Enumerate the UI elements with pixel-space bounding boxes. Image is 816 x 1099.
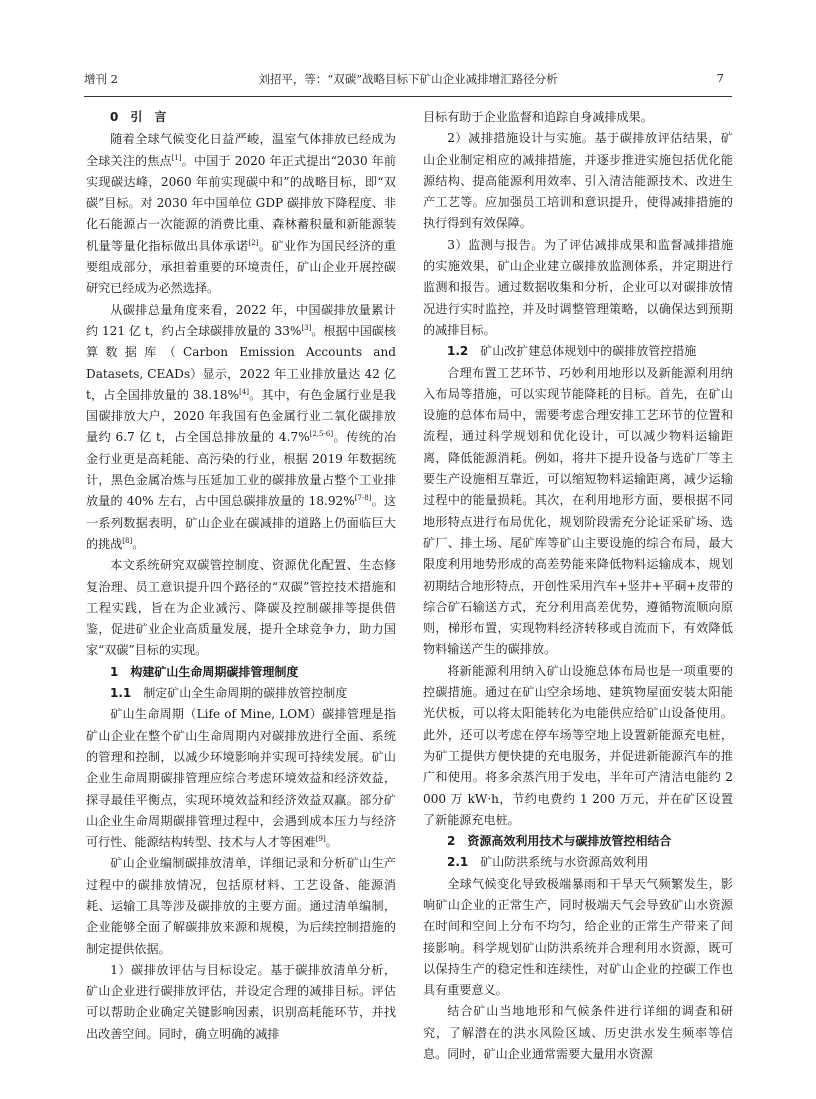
right-column: [423, 107, 733, 1065]
paragraph: 从碳排总量角度来看，2022 年，中国碳排放量累计约 121 亿 t，约占全球碳排放量的 33%[3]。根据中国碳核算数据库（Carbon Emission Accounts and Datasets, CEADs）显示，2022 年工业排放量达 42 亿 t，占全国排放量的 38.18%[4]。其中，有色金属行业是我国碳排放大户，2020 年我国有色金属行业二氧化碳排放量约 6.7 亿 t，占全国总排放量的 4.7%[2,5-6]。传统的冶金行业更是高耗能、高污染的行业，根据 2019 年数据统计，黑色金属冶炼与压延加工业的碳排放量占整个工业排放量的 40% 左右，占中国总碳排放量的 18.92%[7-8]。这一系列数据表明，矿山企业在碳减排的道路上仍面临巨大的挑战[8]。: [86, 302, 396, 551]
section-heading-intro: [86, 107, 396, 128]
paragraph: 3）监测与报告。为了评估减排成果和监督减排措施的实施效果，矿山企业建立碳排放监测体系，并定期进行监测和报告。通过数据收集和分析，企业可以对碳排放情况进行实时监控，并及时调整管理策略，以确保达到预期的减排目标。: [423, 237, 733, 337]
heading-number: 1.1: [110, 686, 132, 701]
heading-number: 1.2: [447, 344, 469, 359]
paragraph: 将新能源利用纳入矿山设施总体布局也是一项重要的控碳措施。通过在矿山空余场地、建筑物屋面安装太阳能光伏板，可以将太阳能转化为电能供应给矿山设备使用。此外，还可以考虑在停车场等空地上设置新能源充电桩，为矿工提供方便快捷的充电服务，并促进新能源汽车的推广和使用。将多余蒸汽用于发电，半年可产清洁电能约 2 000 万 kW·h，节约电费约 1 200 万元，并在矿区设置了新能源充电桩。: [423, 663, 733, 827]
heading-text: 引 言: [130, 110, 167, 124]
paragraph: 合理布置工艺环节、巧妙利用地形以及新能源利用纳入布局等措施，可以实现节能降耗的目标。首先，在矿山设施的总体布局中，需要考虑合理安排工艺环节的位置和流程，通过科学规划和优化设计，可以减少物料运输距离，降低能源消耗。例如，将井下提升设备与选矿厂等主要生产设施相互靠近，可以缩短物料运输距离，减少运输过程中的能量损耗。其次，在利用地形方面，要根据不同地形特点进行布局优化，规划阶段需充分论证采矿场、选矿厂、排土场、尾矿库等矿山主要设施的综合布局，最大限度利用地势形成的高差势能来降低物料运输成本，规划初期结合地形特点，开创性采用汽车+竖井+平硐+皮带的综合矿石输送方式，充分利用高差优势，遵循物流顺向原则，梯形布置，实现物料经济转移或自流而下，有效降低物料输送产生的碳排放。: [423, 365, 733, 657]
heading-text: 制定矿山全生命周期的碳排放管控制度: [143, 686, 348, 701]
paragraph: 矿山生命周期（Life of Mine, LOM）碳排管理是指矿山企业在整个矿山生命周期内对碳排放进行全面、系统的管理和控制，以减少环境影响并实现可持续发展。矿山企业生命周期碳排管理应综合考虑环境效益和经济效益，探寻最佳平衡点，实现环境效益和经济效益双赢。部分矿山企业生命周期碳排管理过程中，会遇到成本压力与经济可行性、能源结构转型、技术与人才等困难[9]。: [86, 707, 396, 850]
heading-number: 1: [110, 664, 119, 679]
paragraph: 1）碳排放评估与目标设定。基于碳排放清单分析，矿山企业进行碳排放评估，并设定合理的减排目标。评估可以帮助企业确定关键影响因素，识别高耗能环节，并找出改善空间。同时，确立明确的减排: [86, 962, 396, 1041]
paragraph: 本文系统研究双碳管控制度、资源优化配置、生态修复治理、员工意识提升四个路径的“双碳”管控技术措施和工程实践，旨在为企业减污、降碳及控制碳排等提供借鉴，促进矿业企业高质量发展，提升全球竞争力，助力国家“双碳”目标的实现。: [86, 558, 396, 658]
paragraph: 全球气候变化导致极端暴雨和干旱天气频繁发生，影响矿山企业的正常生产，同时极端天气会导致矿山水资源在时间和空间上分布不均匀，给企业的正常生产带来了间接影响。科学规划矿山防洪系统并合理利用水资源，既可以保持生产的稳定性和连续性，对矿山企业的控碳工作也具有重要意义。: [423, 876, 733, 998]
heading-number: 2: [447, 834, 456, 849]
paragraph-continued: 目标有助于企业监督和追踪自身减排成果。: [423, 110, 653, 124]
heading-text: 矿山改扩建总体规划中的碳排放管控措施: [480, 344, 697, 359]
running-title: 刘招平，等：“双碳”战略目标下矿山企业减排增汇路径分析: [258, 72, 558, 86]
citation: [2]: [248, 238, 259, 247]
page-number: 7: [716, 71, 724, 85]
subsection-heading-1-2: [423, 341, 733, 362]
paragraph: 随着全球气候变化日益严峻，温室气体排放已经成为全球关注的焦点[1]。中国于 2020 年正式提出“2030 年前实现碳达峰，2060 年前实现碳中和”的战略目标，即“双碳”目标。对 2030 年中国单位 GDP 碳排放下降程度、非化石能源占一次能源的消费比重、森林蓄积量和新能源装机量等量化指标做出具体承诺[2]。矿业作为国民经济的重要组成部分，承担着重要的环境责任，矿山企业开展控碳研究已经成为必然选择。: [86, 132, 396, 296]
heading-number: 2.1: [447, 855, 469, 870]
heading-text: 构建矿山生命周期碳排管理制度: [130, 664, 299, 679]
heading-text: 资源高效利用技术与碳排放管控相结合: [467, 834, 672, 849]
citation: [8]: [122, 536, 133, 545]
citation: [9]: [315, 835, 326, 844]
citation: [3]: [301, 323, 312, 332]
heading-number: 0: [110, 110, 119, 124]
paragraph: 2）减排措施设计与实施。基于碳排放评估结果，矿山企业制定相应的减排措施，并逐步推进实施包括优化能源结构、提高能源利用效率、引入清洁能源技术、改进生产工艺等。应加强员工培训和意识提升，使得减排措施的执行得到有效保障。: [423, 131, 733, 231]
left-column: [86, 107, 396, 1045]
paragraph: 矿山企业编制碳排放清单，详细记录和分析矿山生产过程中的碳排放情况，包括原材料、工艺设备、能源消耗、运输工具等涉及碳排放的主要方面。通过清单编制，企业能够全面了解碳排放来源和规模，为后续控制措施的制定提供依据。: [86, 856, 396, 956]
running-header: [84, 71, 732, 91]
subsection-heading-1-1: [86, 683, 396, 704]
citation: [2,5-6]: [309, 430, 334, 439]
header-rule: [84, 96, 732, 97]
paragraph: 结合矿山当地地形和气候条件进行详细的调查和研究，了解潜在的洪水风险区域、历史洪水发生频率等信息。同时，矿山企业通常需要大量用水资源: [423, 1004, 733, 1062]
journal-issue: 增刊 2: [84, 72, 118, 86]
citation: [7-8]: [354, 494, 372, 503]
section-heading-2: [423, 831, 733, 852]
section-heading-1: [86, 662, 396, 683]
subsection-heading-2-1: [423, 852, 733, 873]
citation: [1]: [171, 153, 182, 162]
heading-text: 矿山防洪系统与水资源高效利用: [480, 855, 649, 870]
citation: [4]: [239, 387, 250, 396]
